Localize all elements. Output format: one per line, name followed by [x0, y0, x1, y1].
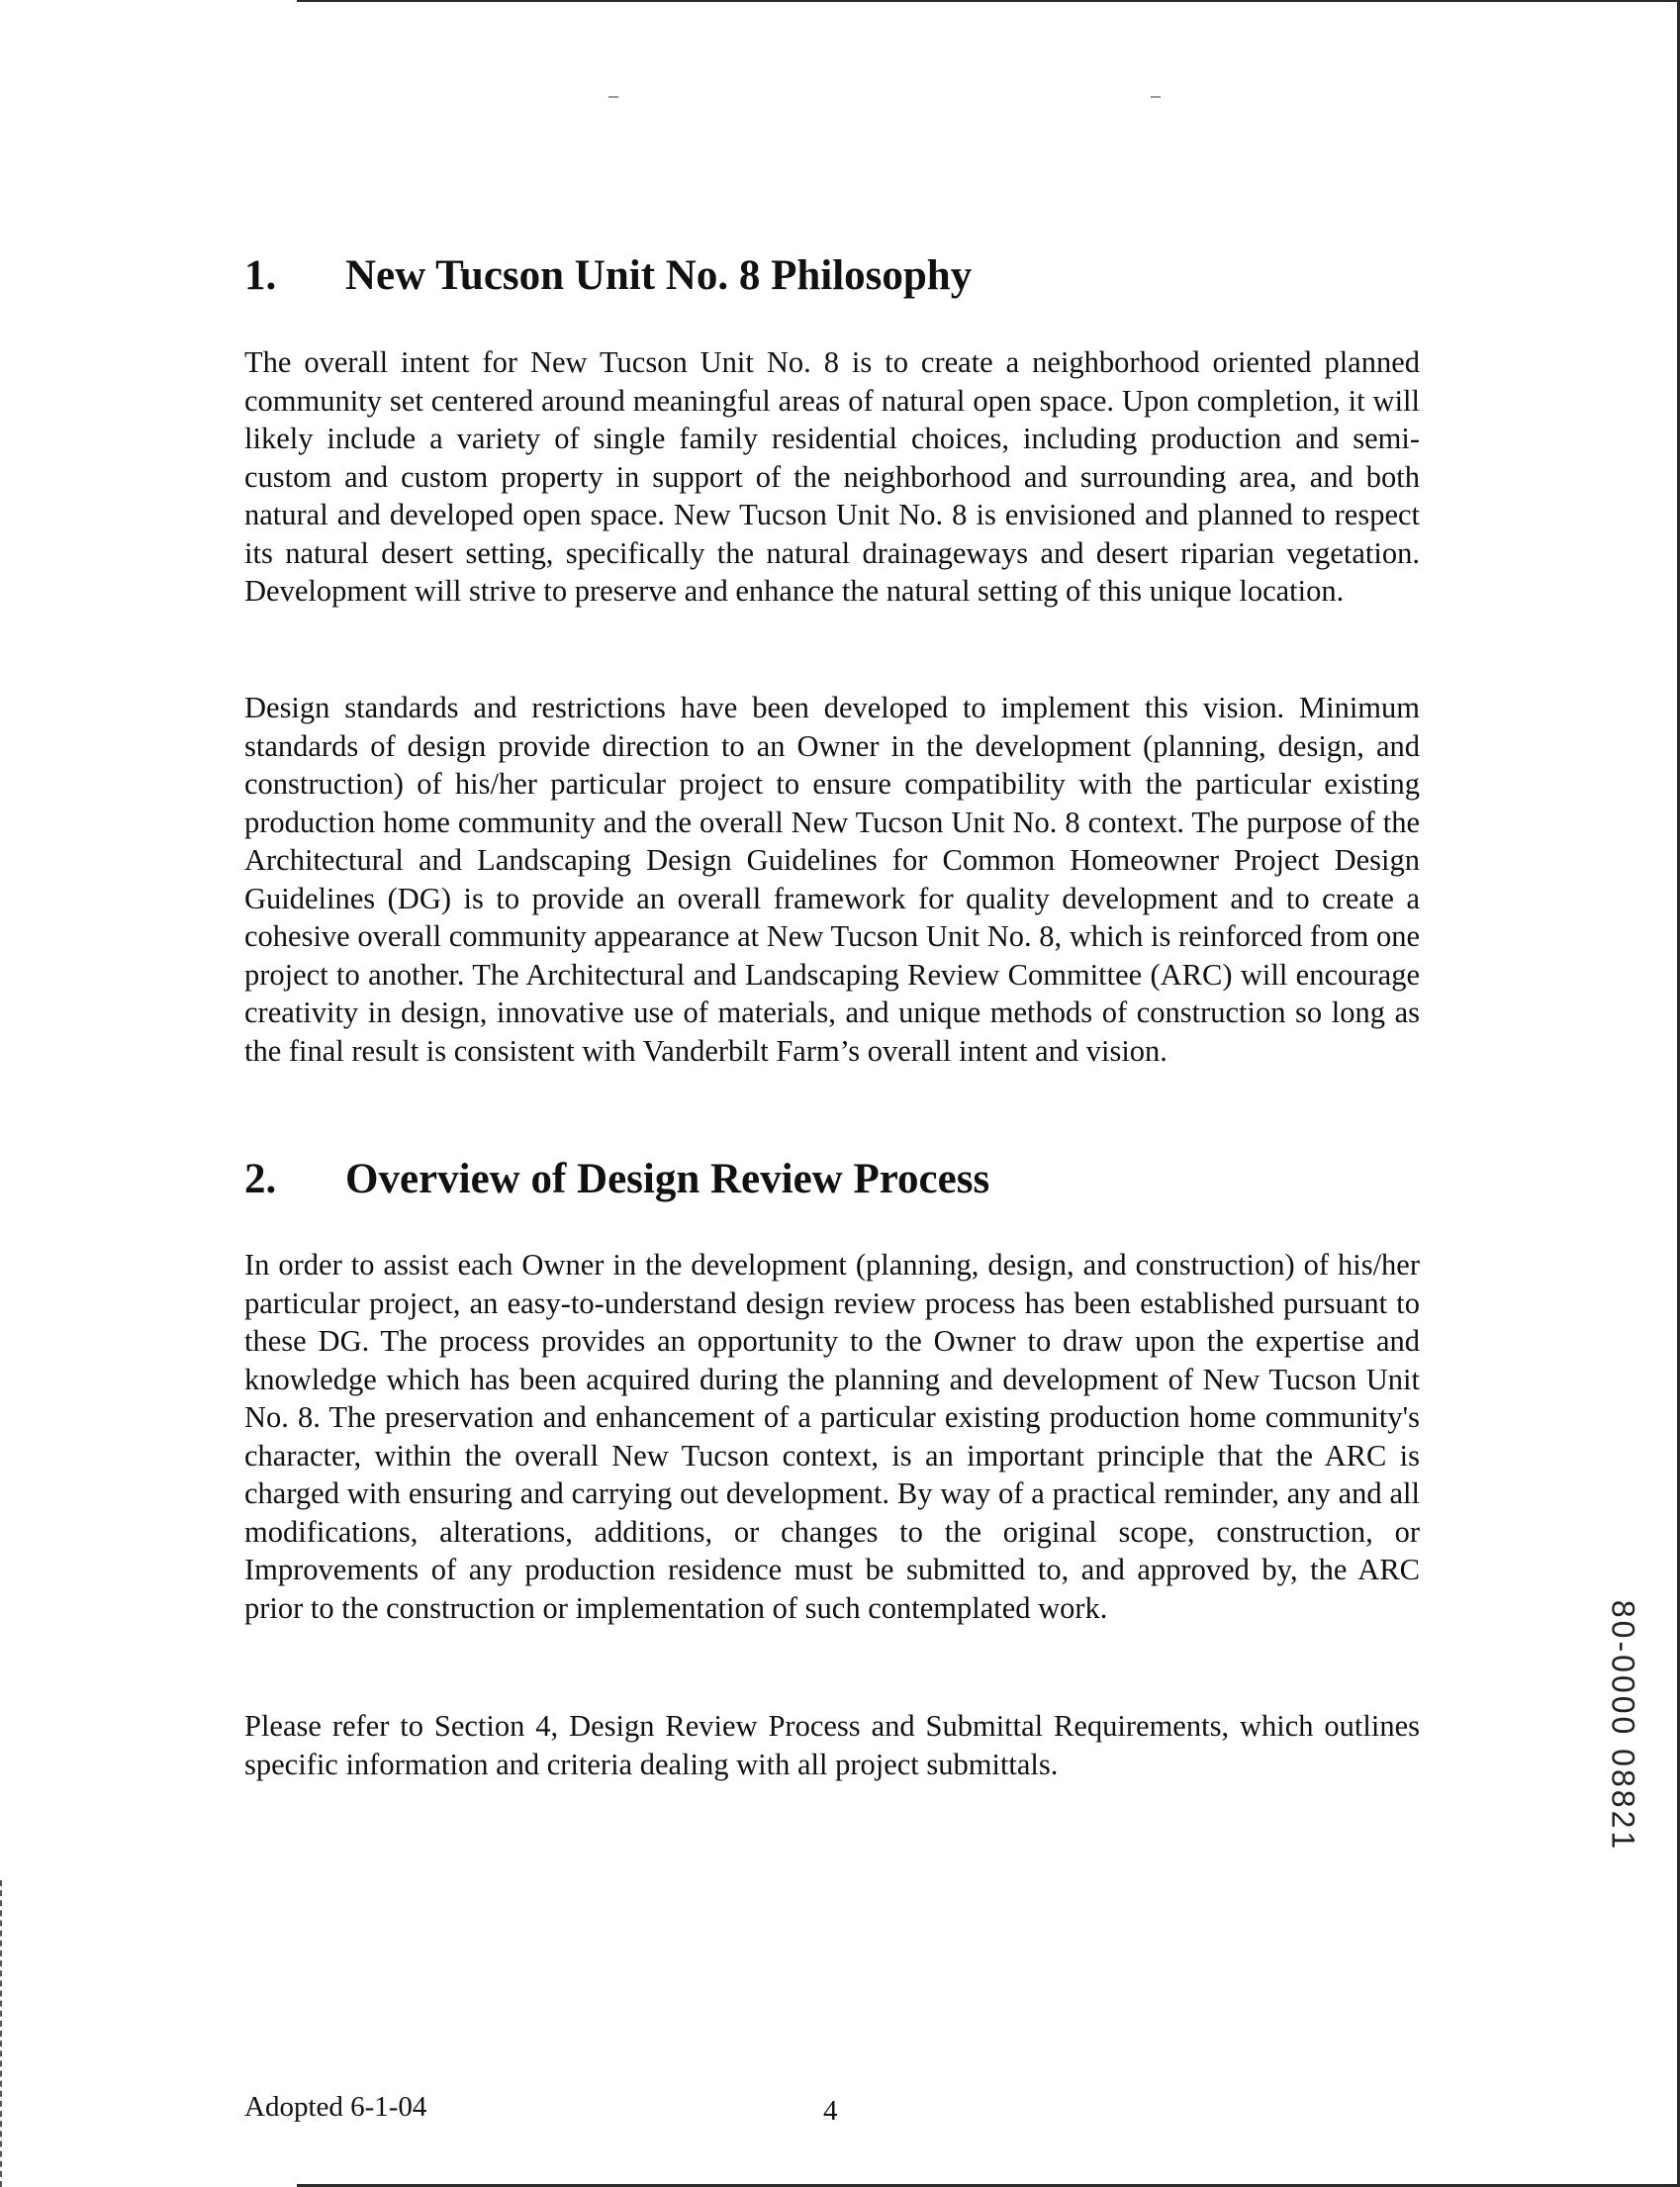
section-2-paragraph-2: Please refer to Section 4, Design Review Process and Submittal Requirements, which outlines specific information and criteria dealing with all project submittals.: [244, 1709, 1420, 1781]
footer-adopted-date: Adopted 6-1-04: [244, 2091, 427, 2123]
bates-stamp: [1603, 1592, 1642, 1859]
section-2-heading: [244, 1155, 989, 1203]
section-2-title: Overview of Design Review Process: [345, 1156, 990, 1202]
scan-speck: [1151, 96, 1161, 98]
footer-page-number: 4: [823, 2095, 838, 2127]
section-1-paragraph-1: The overall intent for New Tucson Unit No. 8 is to create a neighborhood oriented planned community set centered around meaningful areas of natural open space. Upon completion, it will likely include a variety of single family residential choices, including production and semi-custom and custom property in support of the neighborhood and surrounding area, and both natural and developed open space. New Tucson Unit No. 8 is envisioned and planned to respect its natural desert setting, specifically the natural drainageways and desert riparian vegetation. Development will strive to preserve and enhance the natural setting of this unique location.: [244, 345, 1420, 608]
section-2-number: 2.: [244, 1156, 277, 1202]
section-1-number: 1.: [244, 252, 277, 299]
scan-edge-top: [297, 0, 1680, 2]
section-2-paragraph-1: In order to assist each Owner in the development (planning, design, and construction) of his/her particular project, an easy-to-understand design review process has been established pursuant to these DG. The process provides an opportunity to the Owner to draw upon the expertise and knowledge which has been acquired during the planning and development of New Tucson Unit No. 8. The preservation and enhancement of a particular existing production home community's character, within the overall New Tucson context, is an important principle that the ARC is charged with ensuring and carrying out development. By way of a practical reminder, any and all modifications, alterations, additions, or changes to the original scope, construction, or Improvements of any production residence must be submitted to, and approved by, the ARC prior to the construction or implementation of such contemplated work.: [244, 1248, 1420, 1625]
scan-speck: [608, 96, 618, 98]
scan-edge-left: [0, 1880, 4, 2187]
section-1-title: New Tucson Unit No. 8 Philosophy: [345, 252, 973, 299]
bates-number: 80-0000 08821: [1605, 1599, 1641, 1853]
section-1-paragraph-2: Design standards and restrictions have been developed to implement this vision. Minimum standards of design provide direction to an Owner in the development (planning, design, and construction) of his/her particular project to ensure compatibility with the particular existing production home community and the overall New Tucson Unit No. 8 context. The purpose of the Architectural and Landscaping Design Guidelines for Common Homeowner Project Design Guidelines (DG) is to provide an overall framework for quality development and to create a cohesive overall community appearance at New Tucson Unit No. 8, which is reinforced from one project to another. The Architectural and Landscaping Review Committee (ARC) will encourage creativity in design, innovative use of materials, and unique methods of construction so long as the final result is consistent with Vanderbilt Farm’s overall intent and vision.: [244, 691, 1420, 1068]
section-1-heading: [244, 251, 972, 300]
